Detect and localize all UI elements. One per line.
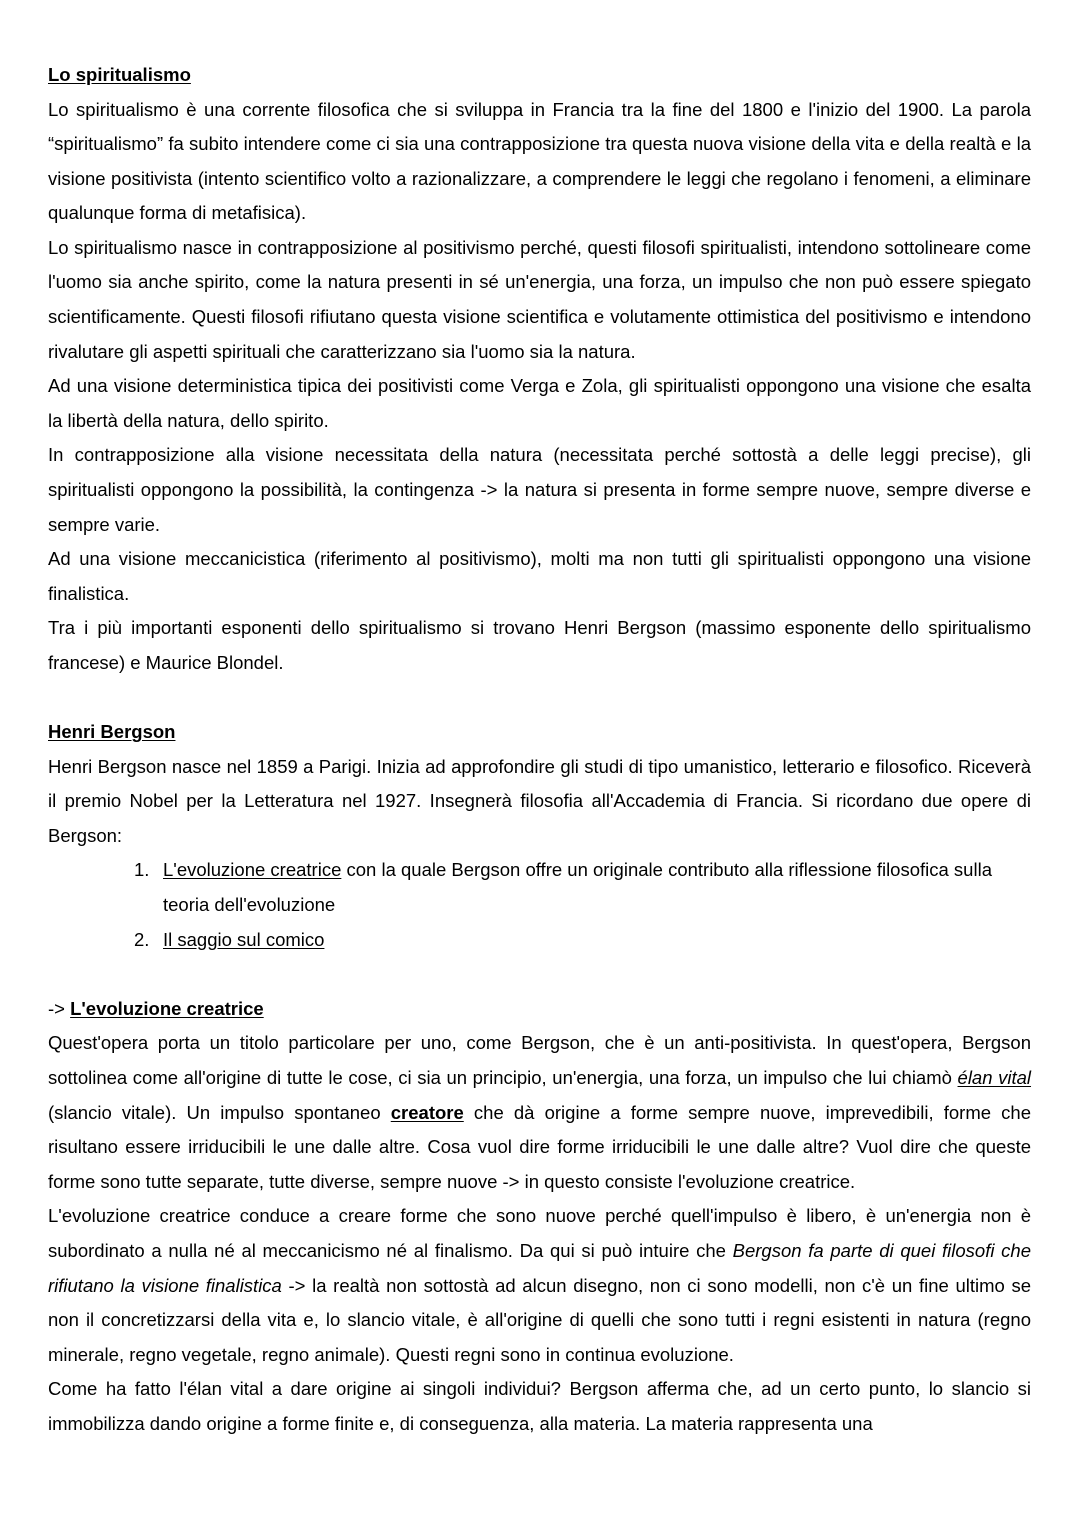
list-item-evoluzione-creatrice-title: L'evoluzione creatrice: [163, 859, 342, 881]
list-item-evoluzione-creatrice: [48, 853, 1031, 922]
document-body: [48, 58, 1031, 1441]
heading-evoluzione-creatrice: [48, 992, 1031, 1027]
paragraph-elan-vital-individui: Come ha fatto l'élan vital a dare origine ai singoli individui? Bergson afferma che, ad un certo punto, lo slancio si immobilizza dando origine a forme finite e, di conseguenza, alla materia. La materia rappresenta una: [48, 1378, 1031, 1434]
arrow-marker: ->: [48, 997, 71, 1019]
list-item-saggio-sul-comico-title: Il saggio sul comico: [163, 928, 325, 950]
heading-lo-spiritualismo: [48, 58, 1031, 93]
paragraph-elan-vital: [48, 1026, 1031, 1199]
list-item-saggio-sul-comico: [48, 923, 1031, 958]
blank-line-before-evoluzione-creatrice: [48, 957, 1031, 992]
paragraph-bergson-biografia: Henri Bergson nasce nel 1859 a Parigi. Inizia ad approfondire gli studi di tipo umanistico, letterario e filosofico. Riceverà il premio Nobel per la Letteratura nel 1927. Insegnerà filosofia all'Accademia di Francia. Si ricordano due opere di Bergson:: [48, 755, 1031, 846]
paragraph-spiritualismo-definizione: Lo spiritualismo è una corrente filosofica che si sviluppa in Francia tra la fine del 1800 e l'inizio del 1900. La parola “spiritualismo” fa subito intendere come ci sia una contrapposizione tra questa nuova visione della vita e della realtà e la visione positivista (intento scientifico volto a razionalizzare, a comprendere le leggi che regolano i fenomeni, a eliminare qualunque forma di metafisica).: [48, 98, 1031, 224]
blank-line-before-henri-bergson: [48, 681, 1031, 716]
paragraph-visione-necessitata: In contrapposizione alla visione necessitata della natura (necessitata perché sottostà a delle leggi precise), gli spiritualisti oppongono la possibilità, la contingenza -> la natura si presenta in forme sempre nuove, sempre diverse e sempre varie.: [48, 444, 1031, 535]
list-item-evoluzione-creatrice-description: con la quale Bergson offre un originale contributo alla riflessione filosofica sulla teoria dell'evoluzione: [163, 859, 992, 916]
heading-lo-spiritualismo-text: Lo spiritualismo: [48, 64, 191, 85]
text-run-normal: -> la realtà non sottostà ad alcun disegno, non ci sono modelli, non c'è un fine ultimo se non il concretizzarsi della vita e, lo slancio vitale, è all'origine di quelli che sono tutti i regni esistenti in natura (regno minerale, regno vegetale, regno animale). Questi regni sono in continua evoluzione.: [48, 1274, 1031, 1365]
text-run-italic: Bergson fa parte di quei filosofi che rifiutano la visione finalistica: [48, 1239, 1031, 1296]
paragraph-spiritualismo-contrapposizione: Lo spiritualismo nasce in contrapposizione al positivismo perché, questi filosofi spiritualisti, intendono sottolineare come l'uomo sia anche spirito, come la natura presenti in sé un'energia, una forza, un impulso che non può essere spiegato scientificamente. Questi filosofi rifiutano questa visione scientifica e volutamente ottimistica del positivismo e intendono rivalutare gli aspetti spirituali che caratterizzano sia l'uomo sia la natura.: [48, 236, 1031, 362]
paragraph-visione-meccanicistica: Ad una visione meccanicistica (riferimento al positivismo), molti ma non tutti gli spiritualisti oppongono una visione finalistica.: [48, 548, 1031, 604]
paragraph-esponenti-spiritualismo: Tra i più importanti esponenti dello spiritualismo si trovano Henri Bergson (massimo esponente dello spiritualismo francese) e Maurice Blondel.: [48, 617, 1031, 673]
text-run-italic-underline: élan vital: [957, 1066, 1032, 1088]
text-run-normal: Quest'opera porta un titolo particolare per uno, come Bergson, che è un anti-positivista. In quest'opera, Bergson sottolinea come all'origine di tutte le cose, ci sia un principio, un'energia, una forza, un impulso che lui chiamò: [48, 1032, 1031, 1088]
paragraph-visione-deterministica: Ad una visione deterministica tipica dei positivisti come Verga e Zola, gli spiritualisti oppongono una visione che esalta la libertà della natura, dello spirito.: [48, 375, 1031, 431]
text-run-normal: L'evoluzione creatrice conduce a creare forme che sono nuove perché quell'impulso è libero, è un'energia non è subordinato a nulla né al meccanicismo né al finalismo. Da qui si può intuire che: [48, 1205, 1031, 1261]
text-run-normal: che dà origine a forme sempre nuove, imprevedibili, forme che risultano essere irriducibili le une dalle altre. Cosa vuol dire forme irriducibili le une dalle altre? Vuol dire che queste forme sono tutte separate, tutte diverse, sempre nuove -> in questo consiste l'evoluzione creatrice.: [48, 1101, 1031, 1192]
heading-evoluzione-creatrice-text: L'evoluzione creatrice: [70, 997, 264, 1019]
text-run-normal: (slancio vitale). Un impulso spontaneo: [48, 1101, 391, 1123]
list-opere-di-bergson: [48, 853, 1031, 957]
text-run-bold-underline: creatore: [390, 1101, 464, 1123]
paragraph-evoluzione-creatrice-finalismo: [48, 1199, 1031, 1372]
heading-henri-bergson-text: Henri Bergson: [48, 721, 176, 743]
heading-henri-bergson: [48, 715, 1031, 750]
